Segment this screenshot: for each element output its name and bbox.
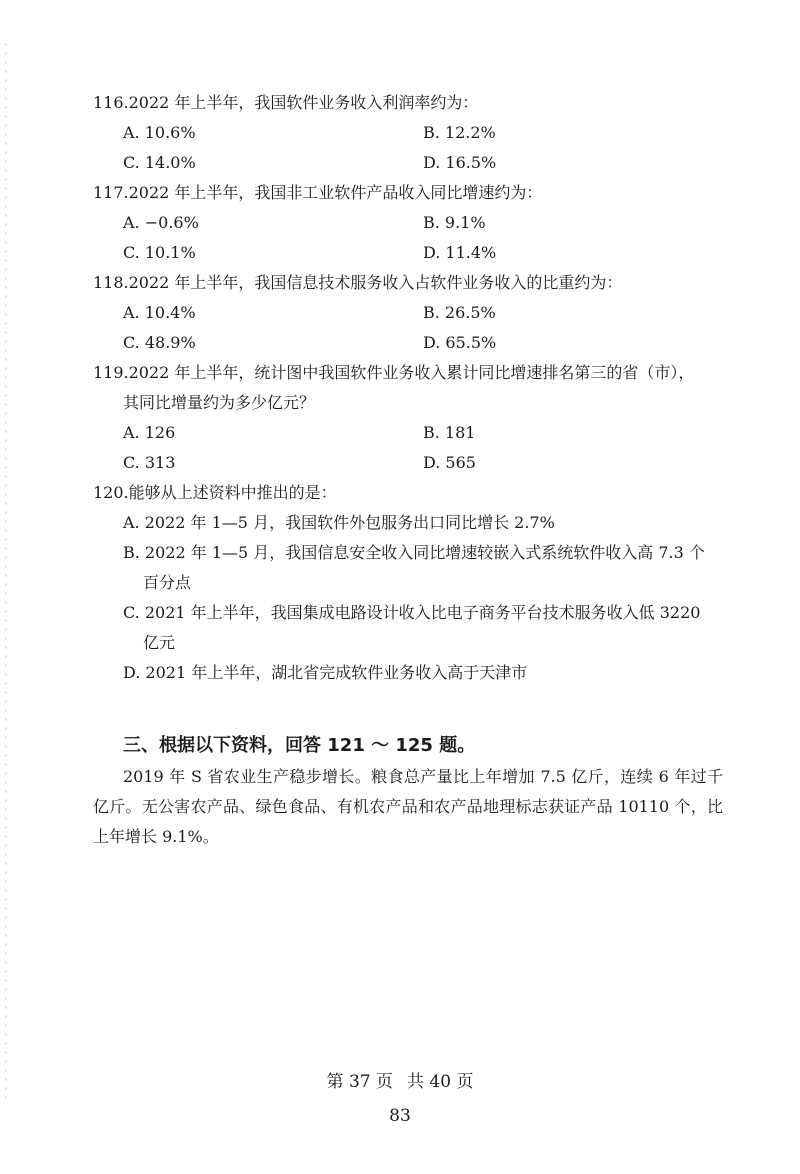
question-119-stem-continued: 其同比增量约为多少亿元？ xyxy=(123,393,316,412)
question-117-stem: 117.2022 年上半年，我国非工业软件产品收入同比增速约为： xyxy=(93,183,543,202)
question-119-stem: 119.2022 年上半年，统计图中我国软件业务收入累计同比增速排名第三的省（市）， xyxy=(93,363,695,382)
question-120-option-c: C. 2021 年上半年，我国集成电路设计收入比电子商务平台技术服务收入低 3220 xyxy=(123,603,701,622)
question-117-option-b: B. 9.1% xyxy=(423,213,486,232)
question-117-option-c: C. 10.1% xyxy=(123,243,196,262)
question-116-option-a: A. 10.6% xyxy=(123,123,196,142)
question-119-option-b: B. 181 xyxy=(423,423,476,442)
page-footer xyxy=(0,1070,800,1094)
question-116-option-b: B. 12.2% xyxy=(423,123,496,142)
question-116-options-row-1 xyxy=(93,118,733,148)
question-120-option-b-continued: 百分点 xyxy=(143,573,192,592)
page-number: 83 xyxy=(389,1106,411,1126)
question-118-options-row-2 xyxy=(93,328,733,358)
question-118-option-a: A. 10.4% xyxy=(123,303,196,322)
section-heading: 三、根据以下资料，回答 121 ～ 125 题。 xyxy=(123,735,476,756)
question-119-options-row-2 xyxy=(93,448,733,478)
total-pages-label: 共 40 页 xyxy=(407,1072,474,1092)
question-118-option-c: C. 48.9% xyxy=(123,333,196,352)
question-119-options-row-1 xyxy=(93,418,733,448)
question-116-option-d: D. 16.5% xyxy=(423,153,497,172)
question-120-option-d: D. 2021 年上半年，湖北省完成软件业务收入高于天津市 xyxy=(123,663,528,682)
question-120-stem: 120.能够从上述资料中推出的是： xyxy=(93,483,337,502)
question-118-option-b: B. 26.5% xyxy=(423,303,496,322)
question-117-options-row-2 xyxy=(93,238,733,268)
question-120-option-a: A. 2022 年 1—5 月，我国软件外包服务出口同比增长 2.7% xyxy=(123,513,555,532)
question-120-option-b: B. 2022 年 1—5 月，我国信息安全收入同比增速较嵌入式系统软件收入高 7.3 个 xyxy=(123,543,705,562)
question-118-options-row-1 xyxy=(93,298,733,328)
question-116-stem: 116.2022 年上半年，我国软件业务收入利润率约为： xyxy=(93,93,479,112)
question-118-stem: 118.2022 年上半年，我国信息技术服务收入占软件业务收入的比重约为： xyxy=(93,273,623,292)
question-119-option-c: C. 313 xyxy=(123,453,176,472)
question-119-option-a: A. 126 xyxy=(123,423,176,442)
question-118-option-d: D. 65.5% xyxy=(423,333,497,352)
question-117-options-row-1 xyxy=(93,208,733,238)
question-117-option-a: A. −0.6% xyxy=(123,213,199,232)
question-120-option-c-continued: 亿元 xyxy=(143,633,176,652)
question-list xyxy=(93,88,733,688)
binding-margin-dots xyxy=(4,40,8,1100)
question-117-option-d: D. 11.4% xyxy=(423,243,497,262)
page-label: 第 37 页 xyxy=(326,1072,393,1092)
question-116-option-c: C. 14.0% xyxy=(123,153,196,172)
question-116-options-row-2 xyxy=(93,148,733,178)
section-paragraph: 2019 年 S 省农业生产稳步增长。粮食总产量比上年增加 7.5 亿斤，连续 6 年过千亿斤。无公害农产品、绿色食品、有机农产品和农产品地理标志获证产品 10110 个，比上年增长 9.1%。 xyxy=(93,767,723,846)
question-119-option-d: D. 565 xyxy=(423,453,476,472)
